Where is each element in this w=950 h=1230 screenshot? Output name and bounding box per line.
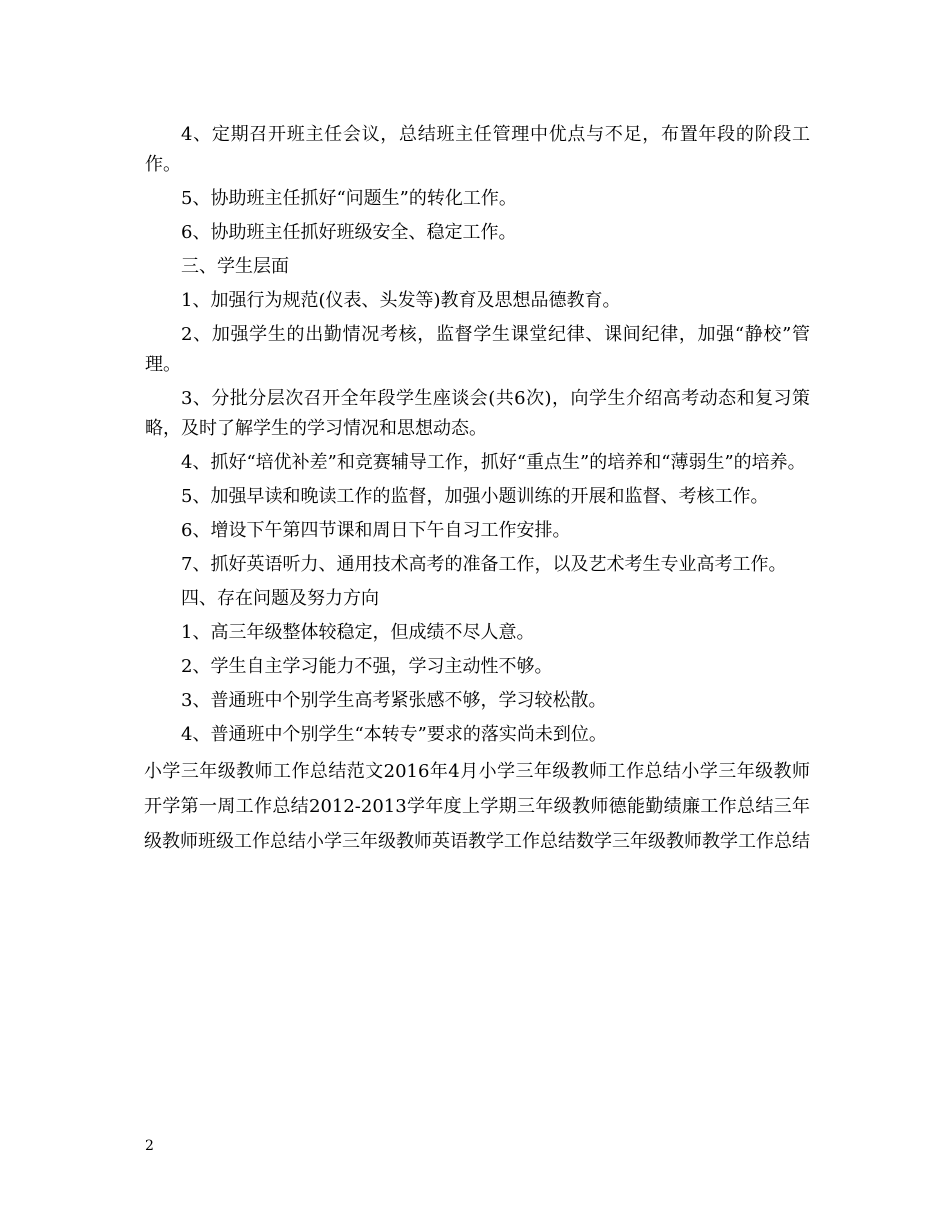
related-articles-text: 小学三年级教师工作总结范文2016年4月小学三年级教师工作总结小学三年级教师开学第一周工作总结2012-2013学年度上学期三年级教师德能勤绩廉工作总结三年级教师班级工作总结小学三年级教师英语教学工作总结数学三年级教师教学工作总结: [144, 761, 810, 852]
paragraph-item-5-problem-students: 5、协助班主任抓好“问题生”的转化工作。: [181, 188, 517, 209]
page-number: 2: [145, 1138, 154, 1154]
paragraph-problem-4: 4、普通班中个别学生“本转专”要求的落实尚未到位。: [181, 724, 607, 745]
paragraph-item-5-reading: 5、加强早读和晚读工作的监督，加强小题训练的开展和监督、考核工作。: [181, 486, 769, 507]
paragraph-problem-2: 2、学生自主学习能力不强，学习主动性不够。: [181, 656, 553, 677]
paragraph-item-1-behavior: 1、加强行为规范(仪表、头发等)教育及思想品德教育。: [181, 290, 621, 311]
paragraph-problem-3: 3、普通班中个别学生高考紧张感不够，学习较松散。: [181, 690, 607, 711]
paragraph-item-3-symposium: 3、分批分层次召开全年段学生座谈会(共6次)，向学生介绍高考动态和复习策略，及时了解学生的学习情况和思想动态。: [145, 388, 810, 439]
section-heading-problems: 四、存在问题及努力方向: [181, 588, 379, 609]
paragraph-item-4-meetings: 4、定期召开班主任会议，总结班主任管理中优点与不足，布置年段的阶段工作。: [145, 124, 810, 175]
paragraph-item-6-class-safety: 6、协助班主任抓好班级安全、稳定工作。: [181, 222, 517, 243]
section-heading-student-level: 三、学生层面: [181, 256, 289, 277]
paragraph-item-2-attendance: 2、加强学生的出勤情况考核，监督学生课堂纪律、课间纪律，加强“静校”管理。: [145, 324, 810, 375]
paragraph-item-4-tutoring: 4、抓好“培优补差”和竞赛辅导工作，抓好“重点生”的培养和“薄弱生”的培养。: [181, 452, 806, 473]
document-body: [145, 120, 810, 859]
paragraph-item-6-study-hall: 6、增设下午第四节课和周日下午自习工作安排。: [181, 520, 571, 541]
paragraph-item-7-english-listening: 7、抓好英语听力、通用技术高考的准备工作，以及艺术考生专业高考工作。: [181, 554, 787, 575]
paragraph-problem-1: 1、高三年级整体较稳定，但成绩不尽人意。: [181, 622, 535, 643]
